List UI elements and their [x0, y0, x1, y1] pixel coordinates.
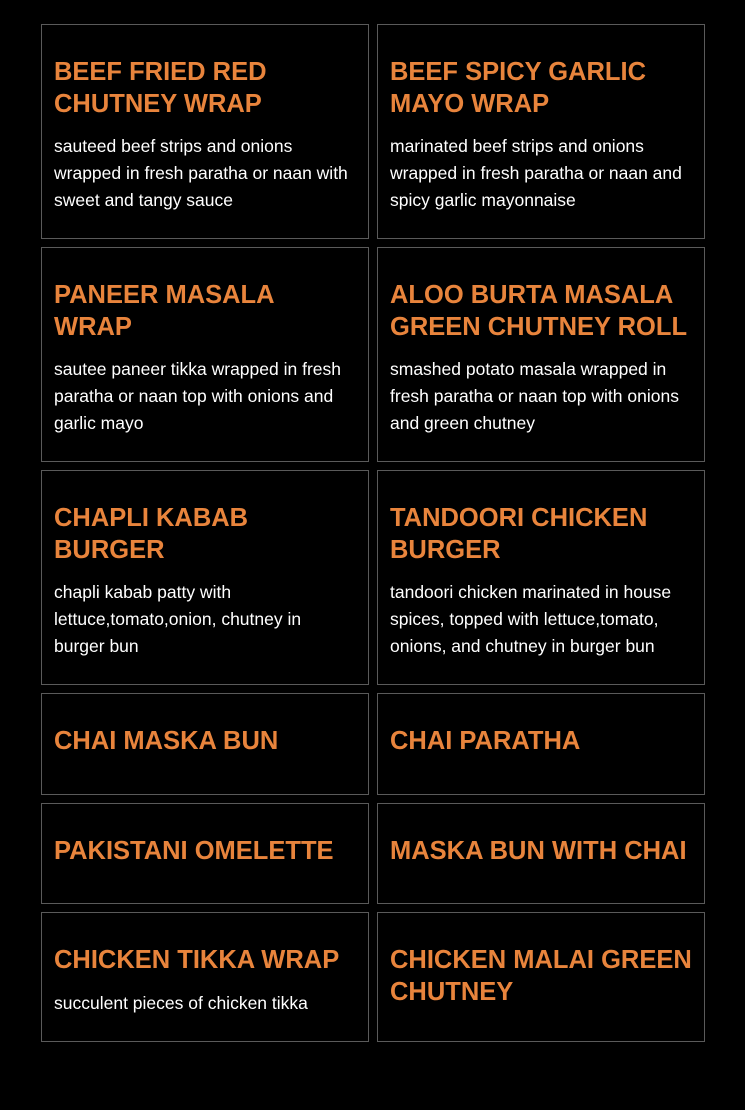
menu-item-title: CHAI PARATHA: [390, 727, 581, 755]
menu-item-card[interactable]: [377, 693, 705, 795]
menu-item-card[interactable]: [377, 247, 705, 462]
menu-item-description: succulent pieces of chicken tikka: [54, 992, 308, 1013]
menu-item-card[interactable]: [41, 693, 369, 795]
menu-item-description: smashed potato masala wrapped in fresh paratha or naan top with onions and green chutney: [390, 359, 679, 433]
menu-item-card[interactable]: [41, 470, 369, 685]
menu-item-title: BEEF FRIED RED CHUTNEY WRAP: [54, 58, 267, 118]
menu-item-description: sautee paneer tikka wrapped in fresh paratha or naan top with onions and garlic mayo: [54, 359, 341, 433]
menu-item-card[interactable]: [377, 470, 705, 685]
menu-item-title: BEEF SPICY GARLIC MAYO WRAP: [390, 58, 646, 118]
menu-row: [41, 247, 705, 462]
menu-row: [41, 803, 705, 905]
menu-item-description: marinated beef strips and onions wrapped in fresh paratha or naan and spicy garlic mayonnaise: [390, 136, 682, 210]
menu-item-description: sauteed beef strips and onions wrapped in fresh paratha or naan with sweet and tangy sauce: [54, 136, 348, 210]
menu-item-title: CHICKEN TIKKA WRAP: [54, 946, 340, 974]
menu-item-card[interactable]: [41, 247, 369, 462]
menu-item-card[interactable]: [41, 803, 369, 905]
menu-row: [41, 912, 705, 1042]
menu-item-title: CHAI MASKA BUN: [54, 727, 279, 755]
menu-item-description: chapli kabab patty with lettuce,tomato,onion, chutney in burger bun: [54, 582, 302, 656]
menu-row: [41, 470, 705, 685]
menu-item-card[interactable]: [377, 803, 705, 905]
menu-item-title: CHAPLI KABAB BURGER: [54, 504, 249, 564]
menu-item-description: tandoori chicken marinated in house spices, topped with lettuce,tomato, onions, and chutney in burger bun: [390, 582, 672, 656]
menu-grid: [41, 24, 705, 1050]
menu-item-card[interactable]: [41, 912, 369, 1042]
menu-item-title: PANEER MASALA WRAP: [54, 281, 274, 341]
menu-item-title: PAKISTANI OMELETTE: [54, 836, 334, 865]
menu-item-title: CHICKEN MALAI GREEN CHUTNEY: [390, 946, 692, 1006]
menu-row: [41, 24, 705, 239]
menu-item-card[interactable]: [377, 24, 705, 239]
menu-row: [41, 693, 705, 795]
menu-item-title: TANDOORI CHICKEN BURGER: [390, 504, 648, 564]
menu-item-card[interactable]: [41, 24, 369, 239]
menu-item-card[interactable]: [377, 912, 705, 1042]
menu-item-title: MASKA BUN WITH CHAI: [390, 836, 687, 865]
menu-item-title: ALOO BURTA MASALA GREEN CHUTNEY ROLL: [390, 281, 688, 341]
